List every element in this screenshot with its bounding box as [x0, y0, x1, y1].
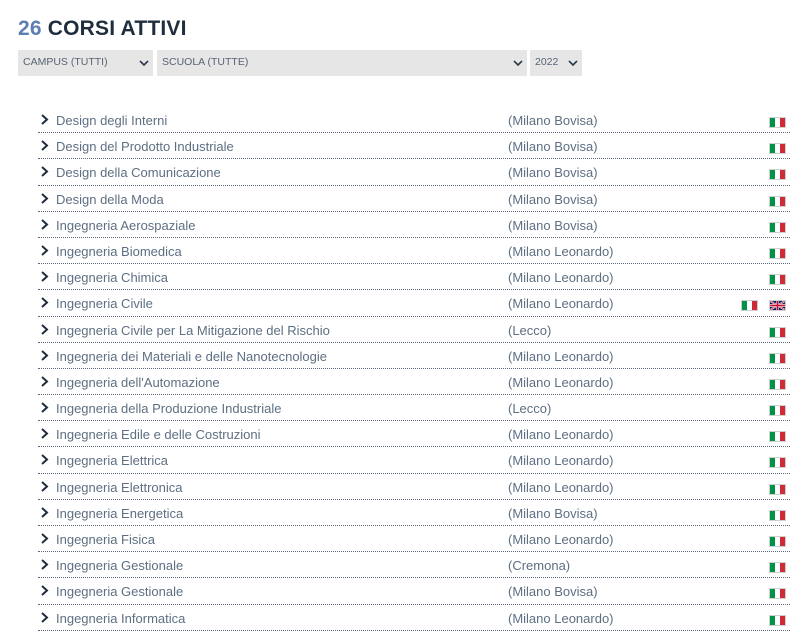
course-name[interactable]: Ingegneria Chimica: [56, 270, 169, 286]
page-title: [18, 17, 187, 41]
course-campus: (Lecco): [508, 401, 552, 417]
chevron-right-icon: [40, 559, 49, 570]
chevron-down-icon: [139, 58, 149, 68]
chevron-right-icon: [40, 507, 49, 518]
chevron-right-icon: [40, 585, 49, 596]
italian-flag-icon: [769, 327, 786, 338]
course-row[interactable]: [38, 500, 790, 526]
italian-flag-icon: [769, 405, 786, 416]
course-row[interactable]: [38, 212, 790, 238]
school-select-value: SCUOLA (TUTTE): [162, 56, 249, 68]
italian-flag-icon: [769, 510, 786, 521]
italian-flag-icon: [769, 274, 786, 285]
course-name[interactable]: Ingegneria Energetica: [56, 505, 184, 521]
course-campus: (Milano Leonardo): [508, 296, 614, 312]
course-name[interactable]: Ingegneria Informatica: [56, 610, 186, 626]
course-row[interactable]: [38, 107, 790, 133]
course-name[interactable]: Ingegneria dei Materiali e delle Nanotecnologie: [56, 348, 328, 364]
chevron-right-icon: [40, 376, 49, 387]
chevron-right-icon: [40, 114, 49, 125]
italian-flag-icon: [769, 615, 786, 626]
course-row[interactable]: [38, 238, 790, 264]
course-row[interactable]: [38, 290, 790, 316]
italian-flag-icon: [769, 248, 786, 259]
chevron-right-icon: [40, 193, 49, 204]
course-row[interactable]: [38, 474, 790, 500]
italian-flag-icon: [769, 143, 786, 154]
school-select[interactable]: [157, 50, 527, 76]
chevron-right-icon: [40, 166, 49, 177]
chevron-right-icon: [40, 140, 49, 151]
chevron-right-icon: [40, 481, 49, 492]
course-campus: (Lecco): [508, 322, 552, 338]
chevron-right-icon: [40, 454, 49, 465]
chevron-down-icon: [568, 58, 578, 68]
course-name[interactable]: Ingegneria Gestionale: [56, 558, 184, 574]
italian-flag-icon: [769, 484, 786, 495]
course-campus: (Milano Leonardo): [508, 532, 614, 547]
page-title-text: CORSI ATTIVI: [47, 17, 187, 40]
course-campus: (Milano Leonardo): [508, 243, 614, 259]
course-campus: (Cremona): [508, 558, 571, 574]
course-name[interactable]: Ingegneria Edile e delle Costruzioni: [56, 427, 261, 443]
chevron-right-icon: [40, 271, 49, 282]
course-name[interactable]: Ingegneria Fisica: [56, 532, 155, 547]
course-row[interactable]: [38, 526, 790, 552]
course-row[interactable]: [38, 186, 790, 212]
course-campus: (Milano Bovisa): [508, 191, 598, 207]
course-campus: (Milano Leonardo): [508, 427, 614, 443]
chevron-down-icon: [513, 58, 523, 68]
chevron-right-icon: [40, 297, 49, 308]
course-row[interactable]: [38, 395, 790, 421]
course-row[interactable]: [38, 133, 790, 159]
course-list: [38, 107, 790, 631]
course-row[interactable]: [38, 159, 790, 185]
chevron-right-icon: [40, 533, 49, 544]
course-name[interactable]: Design della Comunicazione: [56, 165, 221, 181]
italian-flag-icon: [769, 169, 786, 180]
course-name[interactable]: Ingegneria Civile per La Mitigazione del Rischio: [56, 322, 330, 338]
italian-flag-icon: [769, 379, 786, 390]
course-campus: (Milano Bovisa): [508, 113, 598, 128]
course-name[interactable]: Ingegneria Civile: [56, 296, 153, 312]
course-campus: (Milano Leonardo): [508, 453, 614, 469]
year-select-value: 2022: [535, 56, 559, 68]
course-row[interactable]: [38, 605, 790, 631]
course-row[interactable]: [38, 343, 790, 369]
course-campus: (Milano Leonardo): [508, 374, 614, 390]
course-row[interactable]: [38, 578, 790, 604]
course-campus: (Milano Bovisa): [508, 584, 598, 600]
course-campus: (Milano Bovisa): [508, 139, 598, 155]
course-name[interactable]: Design del Prodotto Industriale: [56, 139, 234, 155]
course-campus: (Milano Leonardo): [508, 479, 614, 495]
year-select[interactable]: [530, 50, 582, 76]
course-row[interactable]: [38, 369, 790, 395]
course-name[interactable]: Ingegneria della Produzione Industriale: [56, 401, 282, 417]
campus-select[interactable]: [18, 50, 153, 76]
course-count: 26: [18, 17, 42, 40]
italian-flag-icon: [769, 222, 786, 233]
course-name[interactable]: Ingegneria Elettronica: [56, 479, 183, 495]
campus-select-value: CAMPUS (TUTTI): [23, 56, 108, 68]
english-flag-icon: [769, 300, 786, 311]
italian-flag-icon: [769, 117, 786, 128]
course-row[interactable]: [38, 317, 790, 343]
course-campus: (Milano Leonardo): [508, 610, 614, 626]
italian-flag-icon: [769, 431, 786, 442]
italian-flag-icon: [769, 536, 786, 547]
chevron-right-icon: [40, 612, 49, 623]
course-name[interactable]: Design degli Interni: [56, 113, 168, 128]
italian-flag-icon: [769, 562, 786, 573]
chevron-right-icon: [40, 402, 49, 413]
course-name[interactable]: Ingegneria Elettrica: [56, 453, 169, 469]
course-name[interactable]: Ingegneria Biomedica: [56, 243, 182, 259]
chevron-right-icon: [40, 428, 49, 439]
chevron-right-icon: [40, 350, 49, 361]
italian-flag-icon: [769, 196, 786, 207]
course-row[interactable]: [38, 447, 790, 473]
course-campus: (Milano Bovisa): [508, 165, 598, 181]
course-row[interactable]: [38, 552, 790, 578]
italian-flag-icon: [741, 300, 758, 311]
course-name[interactable]: Design della Moda: [56, 191, 164, 207]
course-name[interactable]: Ingegneria dell'Automazione: [56, 374, 220, 390]
italian-flag-icon: [769, 588, 786, 599]
chevron-right-icon: [40, 245, 49, 256]
course-row[interactable]: [38, 421, 790, 447]
italian-flag-icon: [769, 457, 786, 468]
course-name[interactable]: Ingegneria Gestionale: [56, 584, 184, 600]
chevron-right-icon: [40, 219, 49, 230]
course-row[interactable]: [38, 264, 790, 290]
italian-flag-icon: [769, 353, 786, 364]
course-campus: (Milano Leonardo): [508, 270, 614, 286]
course-campus: (Milano Bovisa): [508, 217, 598, 233]
course-name[interactable]: Ingegneria Aerospaziale: [56, 217, 196, 233]
course-campus: (Milano Bovisa): [508, 505, 598, 521]
course-campus: (Milano Leonardo): [508, 348, 614, 364]
chevron-right-icon: [40, 324, 49, 335]
